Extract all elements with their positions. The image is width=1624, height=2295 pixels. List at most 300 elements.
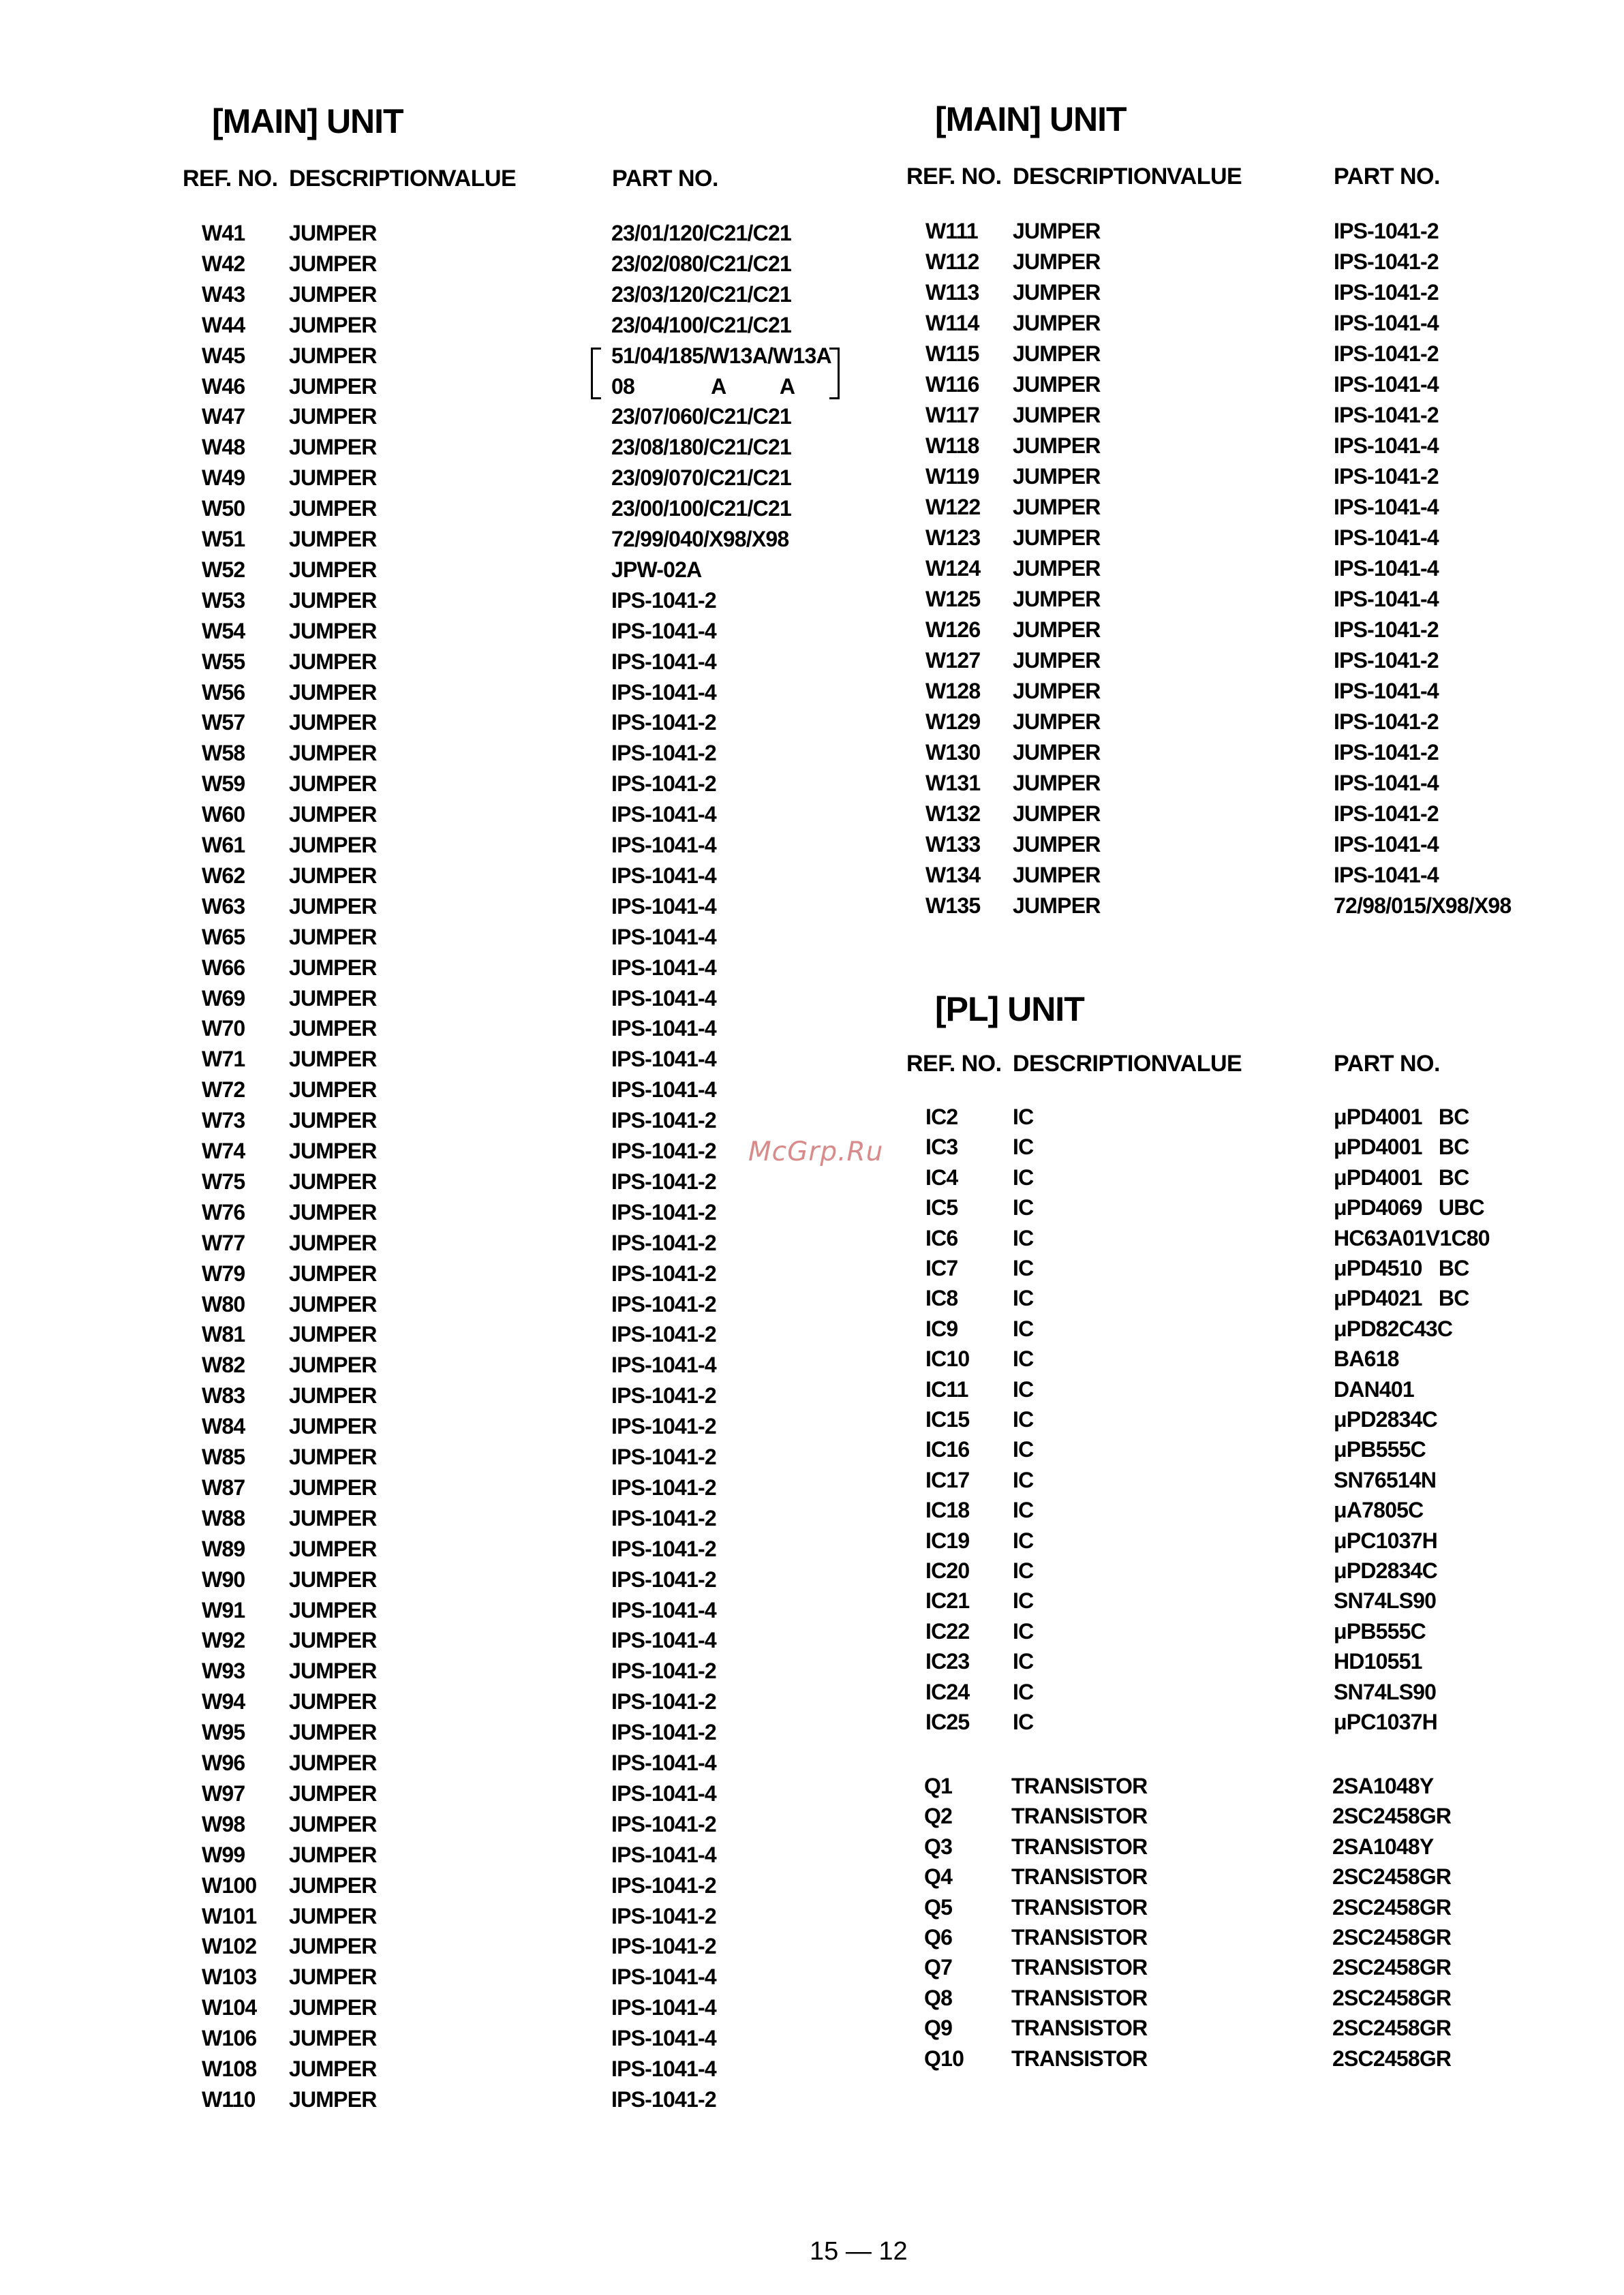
part-no-cell: μPD4021 BC xyxy=(1334,1286,1469,1311)
part-no-cell: IPS-1041-2 xyxy=(611,587,716,613)
description-cell: IC xyxy=(1013,1588,1034,1614)
part-no-cell: μPB555C xyxy=(1334,1618,1426,1644)
ref-no-cell: W129 xyxy=(925,709,981,734)
description-cell: JUMPER xyxy=(289,1903,377,1928)
part-no-cell: IPS-1041-4 xyxy=(611,955,716,980)
table-row xyxy=(811,710,1624,740)
part-no-cell: IPS-1041-2 xyxy=(1334,341,1439,366)
part-no-cell: IPS-1041-4 xyxy=(611,1995,716,2020)
part-no-cell: 08 A A xyxy=(611,373,795,399)
description-cell: JUMPER xyxy=(289,1781,377,1806)
description-cell: JUMPER xyxy=(289,1873,377,1898)
description-cell: JUMPER xyxy=(289,710,377,735)
part-no-cell: IPS-1041-2 xyxy=(611,1230,716,1255)
part-no-cell: IPS-1041-2 xyxy=(611,771,716,797)
ref-no-cell: W48 xyxy=(202,435,245,460)
description-cell: JUMPER xyxy=(289,1261,377,1286)
part-no-cell: IPS-1041-2 xyxy=(611,1139,716,1163)
description-cell: JUMPER xyxy=(289,221,377,245)
description-cell: IC xyxy=(1013,1618,1034,1644)
table-row xyxy=(0,1965,811,1995)
table-row xyxy=(0,956,811,986)
table-row xyxy=(811,2047,1624,2077)
ref-no-cell: W102 xyxy=(202,1934,257,1959)
table-row xyxy=(0,1476,811,1506)
table-row xyxy=(0,343,831,374)
part-no-cell: 23/07/060/C21/C21 xyxy=(611,404,791,429)
ref-no-cell: W76 xyxy=(202,1199,245,1224)
description-cell: JUMPER xyxy=(289,1567,377,1592)
table-row xyxy=(811,1926,1624,1956)
ref-no-cell: Q5 xyxy=(924,1894,953,1920)
table-row xyxy=(0,1905,811,1935)
ref-no-cell: IC7 xyxy=(925,1256,958,1280)
part-no-cell: IPS-1041-2 xyxy=(611,1659,716,1684)
part-no-cell: IPS-1041-4 xyxy=(1334,311,1439,335)
part-no-cell: IPS-1041-4 xyxy=(1334,832,1439,857)
table-row xyxy=(811,1896,1624,1926)
description-cell: JUMPER xyxy=(289,1536,377,1561)
table-row xyxy=(811,802,1624,832)
header-ref-no: REF. NO. xyxy=(183,166,278,191)
description-cell: IC xyxy=(1013,1498,1034,1523)
description-cell: JUMPER xyxy=(289,1353,377,1378)
table-row xyxy=(811,1835,1624,1865)
description-cell: IC xyxy=(1013,1649,1034,1674)
description-cell: IC xyxy=(1013,1376,1034,1402)
ref-no-cell: W62 xyxy=(202,863,245,888)
part-no-cell: IPS-1041-4 xyxy=(1334,863,1439,887)
ref-no-cell: W131 xyxy=(925,771,981,795)
description-cell: IC xyxy=(1013,1346,1034,1372)
ref-no-cell: W79 xyxy=(202,1261,245,1286)
ref-no-cell: W77 xyxy=(202,1230,245,1255)
description-cell: JUMPER xyxy=(289,1230,377,1255)
part-no-cell: IPS-1041-4 xyxy=(611,985,716,1011)
ref-no-cell: W45 xyxy=(202,343,245,368)
table-row xyxy=(0,435,811,465)
description-cell: TRANSISTOR xyxy=(1011,2046,1148,2071)
table-row xyxy=(0,375,811,405)
description-cell: JUMPER xyxy=(289,985,377,1011)
description-cell: TRANSISTOR xyxy=(1011,1834,1148,1859)
table-row xyxy=(811,1498,1624,1528)
ref-no-cell: W123 xyxy=(925,525,981,550)
table-row xyxy=(811,1438,1624,1468)
part-no-cell: 23/00/100/C21/C21 xyxy=(611,496,791,521)
ref-no-cell: IC9 xyxy=(925,1316,958,1341)
description-cell: IC xyxy=(1013,1528,1034,1553)
table-row xyxy=(811,1166,1624,1196)
description-cell: JUMPER xyxy=(1013,464,1101,489)
part-no-cell: μPD2834C xyxy=(1334,1407,1437,1432)
ref-no-cell: W47 xyxy=(202,404,245,429)
part-no-cell: IPS-1041-4 xyxy=(611,833,716,857)
table-row xyxy=(0,1629,811,1659)
description-cell: JUMPER xyxy=(1013,372,1101,397)
part-no-cell: IPS-1041-2 xyxy=(611,1322,716,1347)
part-no-cell: IPS-1041-2 xyxy=(611,1261,716,1286)
description-cell: JUMPER xyxy=(289,1689,377,1714)
table-row xyxy=(0,283,811,313)
table-row xyxy=(0,252,811,282)
description-cell: JUMPER xyxy=(289,343,377,368)
ref-no-cell: W85 xyxy=(202,1445,245,1469)
table-row xyxy=(0,681,811,711)
description-cell: JUMPER xyxy=(289,281,377,307)
description-cell: JUMPER xyxy=(1013,893,1101,918)
description-cell: JUMPER xyxy=(1013,219,1101,243)
ref-no-cell: IC25 xyxy=(925,1710,970,1734)
table-row xyxy=(811,1287,1624,1316)
ref-no-cell: W112 xyxy=(925,249,979,274)
description-cell: JUMPER xyxy=(1013,709,1101,734)
part-no-cell: 2SC2458GR xyxy=(1332,2046,1452,2071)
ref-no-cell: W89 xyxy=(202,1536,245,1561)
part-no-cell: IPS-1041-4 xyxy=(1334,495,1439,519)
ref-no-cell: W95 xyxy=(202,1720,245,1745)
ref-no-cell: W90 xyxy=(202,1567,245,1592)
table-row xyxy=(0,1139,811,1169)
description-cell: IC xyxy=(1013,1165,1034,1190)
table-row xyxy=(0,405,811,435)
ref-no-cell: W59 xyxy=(202,771,245,797)
description-cell: JUMPER xyxy=(1013,617,1101,642)
part-no-cell: IPS-1041-2 xyxy=(611,710,716,735)
part-no-cell: 23/03/120/C21/C21 xyxy=(611,281,791,307)
ref-no-cell: W70 xyxy=(202,1016,245,1041)
header-part-no: PART NO. xyxy=(612,166,718,191)
part-no-cell: JPW-02A xyxy=(611,557,702,582)
ref-no-cell: Q6 xyxy=(924,1925,953,1950)
part-no-cell: IPS-1041-2 xyxy=(611,741,716,766)
description-cell: JUMPER xyxy=(289,1169,377,1194)
part-no-cell: IPS-1041-2 xyxy=(611,1567,716,1592)
part-no-cell: μPD4001 BC xyxy=(1334,1165,1469,1190)
part-no-cell: IPS-1041-2 xyxy=(1334,709,1439,734)
ref-no-cell: W50 xyxy=(202,496,245,521)
part-no-cell: IPS-1041-2 xyxy=(611,1475,716,1500)
description-cell: JUMPER xyxy=(289,1505,377,1530)
description-cell: JUMPER xyxy=(289,557,377,582)
table-row xyxy=(0,1415,811,1445)
ref-no-cell: IC2 xyxy=(925,1105,958,1129)
part-no-cell: 2SA1048Y xyxy=(1332,1774,1434,1798)
description-cell: JUMPER xyxy=(1013,740,1101,765)
ref-no-cell: IC22 xyxy=(925,1618,970,1644)
description-cell: IC xyxy=(1013,1316,1034,1341)
header-part-no: PART NO. xyxy=(1334,164,1440,189)
ref-no-cell: W97 xyxy=(202,1781,245,1806)
description-cell: TRANSISTOR xyxy=(1011,1925,1148,1950)
ref-no-cell: W125 xyxy=(925,587,981,611)
ref-no-cell: W93 xyxy=(202,1659,245,1684)
ref-no-cell: W94 xyxy=(202,1689,245,1714)
ref-no-cell: IC18 xyxy=(925,1498,970,1523)
ref-no-cell: W51 xyxy=(202,527,245,551)
part-no-cell: HD10551 xyxy=(1334,1649,1422,1674)
table-row xyxy=(0,1782,811,1812)
part-no-cell: IPS-1041-4 xyxy=(1334,525,1439,550)
part-no-cell: IPS-1041-2 xyxy=(611,1445,716,1469)
description-cell: JUMPER xyxy=(289,1720,377,1745)
ref-no-cell: W110 xyxy=(202,2086,256,2112)
ref-no-cell: IC17 xyxy=(925,1467,970,1492)
ref-no-cell: IC23 xyxy=(925,1649,970,1674)
table-row xyxy=(811,1710,1624,1740)
description-cell: JUMPER xyxy=(1013,280,1101,305)
table-row xyxy=(811,1804,1624,1834)
part-no-cell: IPS-1041-2 xyxy=(611,1291,716,1316)
table-row xyxy=(811,894,1624,924)
ref-no-cell: W92 xyxy=(202,1628,245,1653)
table-row xyxy=(0,558,811,588)
header-value: VALUE xyxy=(441,166,517,191)
ref-no-cell: W46 xyxy=(202,373,245,399)
table-row xyxy=(811,1589,1624,1619)
table-row xyxy=(0,221,811,251)
ref-no-cell: W118 xyxy=(925,433,979,458)
description-cell: JUMPER xyxy=(1013,556,1101,581)
pl-header-ref-no: REF. NO. xyxy=(906,1051,1002,1077)
table-row xyxy=(811,1986,1624,2016)
table-row xyxy=(811,1347,1624,1377)
ref-no-cell: Q10 xyxy=(924,2046,964,2071)
description-cell: IC xyxy=(1013,1407,1034,1432)
table-row xyxy=(0,1323,811,1353)
part-no-cell: IPS-1041-4 xyxy=(611,802,716,827)
description-cell: JUMPER xyxy=(1013,403,1101,427)
ref-no-cell: IC15 xyxy=(925,1407,970,1432)
table-row xyxy=(0,711,811,741)
ref-no-cell: Q7 xyxy=(924,1955,953,1980)
description-cell: IC xyxy=(1013,1256,1034,1280)
ref-no-cell: W91 xyxy=(202,1597,245,1622)
description-cell: JUMPER xyxy=(289,2057,377,2081)
ref-no-cell: IC16 xyxy=(925,1437,970,1462)
part-no-cell: IPS-1041-2 xyxy=(1334,219,1439,243)
part-no-cell: 51/04/185/W13A/W13A xyxy=(611,343,831,368)
table-row xyxy=(811,618,1624,648)
table-row xyxy=(811,1468,1624,1498)
description-cell: JUMPER xyxy=(289,1934,377,1959)
part-no-cell: DAN401 xyxy=(1334,1376,1414,1402)
part-no-cell: IPS-1041-2 xyxy=(1334,403,1439,427)
description-cell: JUMPER xyxy=(289,1842,377,1867)
part-no-cell: μPD82C43C xyxy=(1334,1316,1453,1341)
description-cell: JUMPER xyxy=(289,679,377,705)
ref-no-cell: W128 xyxy=(925,679,981,703)
description-cell: TRANSISTOR xyxy=(1011,1985,1148,2010)
part-no-cell: μPD4510 BC xyxy=(1334,1256,1469,1280)
table-row xyxy=(0,1262,811,1292)
description-cell: IC xyxy=(1013,1286,1034,1311)
table-row xyxy=(811,1196,1624,1226)
table-row xyxy=(811,557,1624,587)
table-row xyxy=(0,1751,811,1781)
description-cell: IC xyxy=(1013,1135,1034,1160)
part-no-cell: IPS-1041-2 xyxy=(611,1689,716,1714)
ref-no-cell: W103 xyxy=(202,1965,257,1990)
table-row xyxy=(0,619,811,649)
ref-no-cell: W122 xyxy=(925,495,981,519)
description-cell: JUMPER xyxy=(289,618,377,643)
ref-no-cell: W58 xyxy=(202,741,245,766)
description-cell: JUMPER xyxy=(289,496,377,521)
description-cell: JUMPER xyxy=(289,1199,377,1224)
part-no-cell: IPS-1041-4 xyxy=(611,924,716,949)
part-no-cell: IPS-1041-4 xyxy=(611,863,716,888)
ref-no-cell: W42 xyxy=(202,251,245,276)
part-no-cell: IPS-1041-4 xyxy=(611,649,716,674)
part-no-cell: IPS-1041-2 xyxy=(611,1199,716,1224)
pl-header-value: VALUE xyxy=(1167,1051,1242,1077)
table-row xyxy=(0,313,811,343)
ref-no-cell: IC20 xyxy=(925,1558,970,1583)
description-cell: JUMPER xyxy=(289,1475,377,1500)
description-cell: JUMPER xyxy=(289,2086,377,2112)
description-cell: JUMPER xyxy=(289,893,377,919)
description-cell: JUMPER xyxy=(1013,771,1101,795)
description-cell: JUMPER xyxy=(1013,801,1101,826)
part-no-cell: IPS-1041-2 xyxy=(1334,648,1439,673)
table-row xyxy=(0,1721,811,1751)
ref-no-cell: W130 xyxy=(925,740,981,765)
table-row xyxy=(811,833,1624,863)
table-row xyxy=(811,771,1624,801)
ref-no-cell: W61 xyxy=(202,833,245,857)
table-row xyxy=(811,281,1624,311)
table-row xyxy=(811,526,1624,556)
table-row xyxy=(811,495,1624,525)
description-cell: IC xyxy=(1013,1105,1034,1129)
part-no-cell: IPS-1041-2 xyxy=(1334,617,1439,642)
description-cell: IC xyxy=(1013,1679,1034,1704)
part-no-cell: μA7805C xyxy=(1334,1498,1424,1523)
table-row xyxy=(0,925,811,955)
ref-no-cell: IC21 xyxy=(925,1588,970,1614)
part-no-cell: 2SA1048Y xyxy=(1332,1834,1434,1859)
table-row xyxy=(811,1105,1624,1135)
ref-no-cell: W135 xyxy=(925,893,981,918)
description-cell: JUMPER xyxy=(289,1047,377,1072)
description-cell: JUMPER xyxy=(289,924,377,949)
ref-no-cell: W73 xyxy=(202,1108,245,1133)
description-cell: JUMPER xyxy=(289,1016,377,1041)
description-cell: JUMPER xyxy=(289,1811,377,1836)
part-no-cell: IPS-1041-4 xyxy=(1334,556,1439,581)
part-no-cell: SN74LS90 xyxy=(1334,1588,1437,1614)
part-no-cell: IPS-1041-4 xyxy=(1334,433,1439,458)
ref-no-cell: W116 xyxy=(925,372,979,397)
ref-no-cell: W63 xyxy=(202,893,245,919)
part-no-cell: IPS-1041-2 xyxy=(1334,740,1439,765)
part-no-cell: IPS-1041-4 xyxy=(611,679,716,705)
description-cell: IC xyxy=(1013,1437,1034,1462)
ref-no-cell: W84 xyxy=(202,1414,245,1439)
description-cell: JUMPER xyxy=(1013,863,1101,887)
ref-no-cell: W133 xyxy=(925,832,981,857)
ref-no-cell: W126 xyxy=(925,617,981,642)
part-no-cell: IPS-1041-4 xyxy=(1334,771,1439,795)
ref-no-cell: IC4 xyxy=(925,1165,958,1190)
ref-no-cell: W75 xyxy=(202,1169,245,1194)
ref-no-cell: W99 xyxy=(202,1842,245,1867)
description-cell: JUMPER xyxy=(289,587,377,613)
ref-no-cell: W87 xyxy=(202,1475,245,1500)
table-row xyxy=(0,1599,811,1629)
table-row xyxy=(0,1078,811,1108)
part-no-cell: μPD4001 BC xyxy=(1334,1105,1469,1129)
part-no-cell: IPS-1041-4 xyxy=(611,1751,716,1775)
description-cell: JUMPER xyxy=(289,435,377,460)
table-row xyxy=(811,342,1624,372)
description-cell: JUMPER xyxy=(1013,495,1101,519)
ref-no-cell: W106 xyxy=(202,2026,257,2051)
ref-no-cell: IC10 xyxy=(925,1346,970,1372)
table-row xyxy=(0,1935,811,1965)
ref-no-cell: W57 xyxy=(202,710,245,735)
table-row xyxy=(0,1047,811,1077)
part-no-cell: IPS-1041-4 xyxy=(611,893,716,919)
description-cell: JUMPER xyxy=(289,1108,377,1133)
table-row xyxy=(0,650,811,680)
table-row xyxy=(0,1813,811,1843)
table-row xyxy=(0,1293,811,1323)
description-cell: TRANSISTOR xyxy=(1011,2016,1148,2041)
ref-no-cell: W54 xyxy=(202,618,245,643)
description-cell: JUMPER xyxy=(1013,525,1101,550)
table-row xyxy=(811,679,1624,709)
ref-no-cell: W114 xyxy=(925,311,979,335)
table-row xyxy=(811,1257,1624,1287)
part-no-cell: IPS-1041-2 xyxy=(1334,464,1439,489)
description-cell: JUMPER xyxy=(289,527,377,551)
part-no-cell: IPS-1041-2 xyxy=(611,1903,716,1928)
description-cell: JUMPER xyxy=(289,251,377,276)
table-row xyxy=(811,587,1624,617)
description-cell: JUMPER xyxy=(289,373,377,399)
page-number: 15 — 12 xyxy=(810,2237,908,2266)
bracket-left xyxy=(591,348,601,399)
table-row xyxy=(811,1408,1624,1438)
part-no-cell: 23/09/070/C21/C21 xyxy=(611,465,791,491)
table-row xyxy=(811,434,1624,464)
table-row xyxy=(0,2088,811,2118)
part-no-cell: IPS-1041-2 xyxy=(611,1720,716,1745)
ref-no-cell: Q8 xyxy=(924,1985,953,2010)
part-no-cell: IPS-1041-4 xyxy=(611,1077,716,1103)
header-description: DESCRIPTION xyxy=(289,166,444,191)
table-row xyxy=(811,1559,1624,1589)
table-row xyxy=(0,1445,811,1475)
pl-unit-title: [PL] UNIT xyxy=(935,990,1084,1028)
description-cell: JUMPER xyxy=(289,1445,377,1469)
part-no-cell: IPS-1041-2 xyxy=(611,1169,716,1194)
pl-header-part-no: PART NO. xyxy=(1334,1051,1440,1077)
ref-no-cell: IC5 xyxy=(925,1195,958,1220)
table-row xyxy=(0,1201,811,1231)
description-cell: JUMPER xyxy=(289,1077,377,1103)
ref-no-cell: W55 xyxy=(202,649,245,674)
description-cell: JUMPER xyxy=(1013,311,1101,335)
part-no-cell: 23/01/120/C21/C21 xyxy=(611,221,791,245)
part-no-cell: 23/02/080/C21/C21 xyxy=(611,251,791,276)
ref-no-cell: W44 xyxy=(202,312,245,337)
table-row xyxy=(811,863,1624,893)
ref-no-cell: W88 xyxy=(202,1505,245,1530)
description-cell: JUMPER xyxy=(289,404,377,429)
